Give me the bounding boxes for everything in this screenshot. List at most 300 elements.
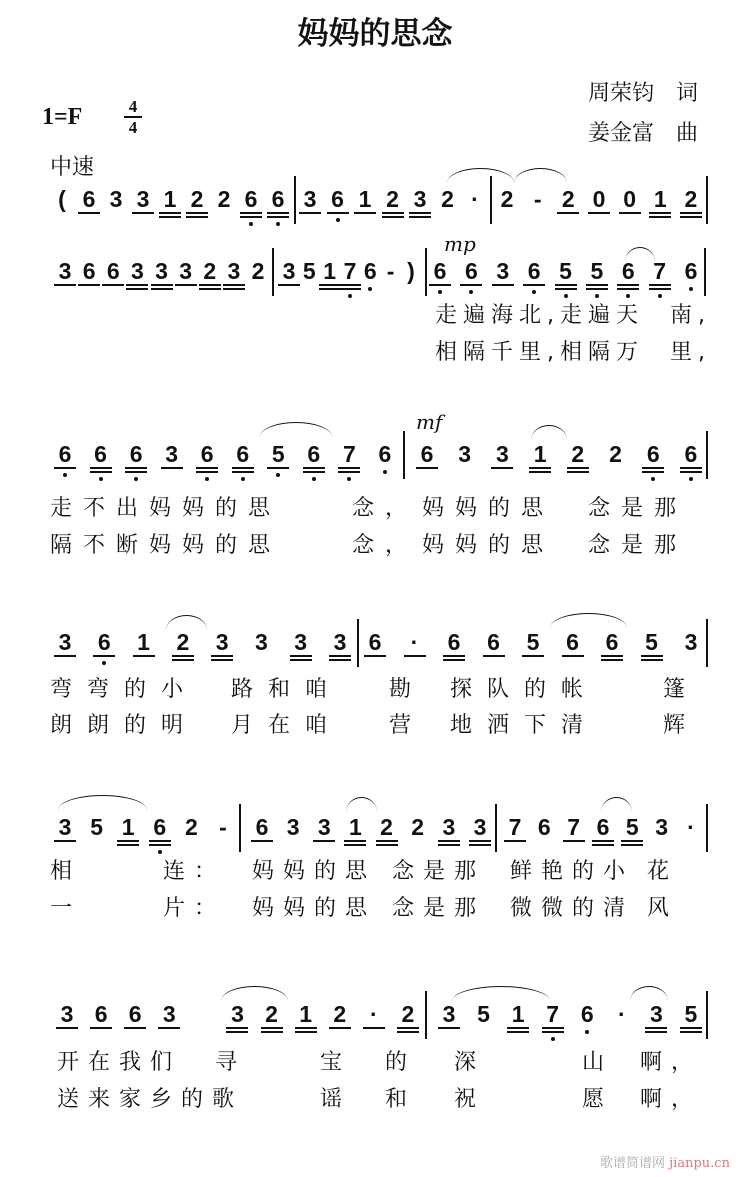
barline (425, 248, 427, 296)
note-digit: 2 (411, 814, 425, 840)
note-digit: - (219, 814, 227, 840)
note (244, 186, 258, 230)
measure (255, 814, 487, 858)
note-digit: 3 (649, 1001, 663, 1027)
low-octave-dot (689, 477, 693, 481)
lyric-segment: 弯弯的小 (50, 677, 199, 702)
lyric-segment: 走遍海北,走遍天 (435, 303, 644, 328)
underline (364, 655, 386, 657)
underline (523, 284, 545, 286)
note (621, 258, 635, 302)
note (464, 258, 478, 302)
note (97, 629, 111, 673)
note (580, 1001, 594, 1045)
note-digit: 5 (271, 441, 285, 467)
lyric-segment: 念是那 (392, 859, 486, 884)
note-digit: 3 (458, 441, 472, 467)
underline (645, 1031, 667, 1033)
note-digit: 1 (137, 629, 150, 655)
barline (495, 804, 497, 852)
note (331, 186, 345, 230)
measure (368, 629, 698, 673)
note-digit: 6 (97, 629, 111, 655)
low-octave-dot (626, 294, 630, 298)
note (94, 1001, 108, 1045)
underline (621, 840, 643, 842)
note (561, 186, 575, 230)
lyric-segment: 南, (670, 303, 711, 328)
underline (409, 216, 431, 218)
note (215, 629, 229, 673)
underline (397, 1027, 419, 1029)
underline (267, 212, 289, 214)
note-digit: 0 (623, 186, 637, 212)
note-digit: 3 (317, 814, 331, 840)
lyric-segment: 啊， (640, 1050, 703, 1075)
underline (649, 288, 671, 290)
note-digit: · (471, 186, 479, 212)
note-digit: 7 (567, 814, 581, 840)
note-digit: 2 (190, 186, 204, 212)
note-digit: 5 (590, 258, 604, 284)
note (596, 814, 610, 858)
note (609, 441, 623, 485)
dash (384, 258, 398, 302)
lyric-segment: 隔不断妈妈的思 (50, 533, 282, 558)
note (155, 258, 169, 302)
note-digit: 5 (90, 814, 103, 840)
dynamic-mf: mf (416, 410, 443, 434)
lyric-segment: 念是那 (588, 533, 688, 558)
note-digit: 6 (684, 441, 698, 467)
lyric-segment: 的 (385, 1050, 417, 1075)
note-digit: 5 (526, 629, 540, 655)
underline (586, 284, 608, 286)
note-digit: ( (58, 186, 66, 212)
note-digit: 6 (106, 258, 120, 284)
watermark (600, 1152, 730, 1171)
note-digit: 3 (130, 258, 144, 284)
lyric-segment: 朗朗的明 (50, 713, 199, 738)
note (447, 629, 461, 673)
note-digit: 6 (331, 186, 344, 212)
underline (588, 212, 610, 214)
note (458, 441, 472, 485)
note (265, 1001, 279, 1045)
underline (199, 288, 221, 290)
note-digit: 2 (609, 441, 622, 467)
note-digit: 2 (401, 1001, 415, 1027)
measure (58, 814, 230, 858)
lyric-segment: 月在咱 (231, 713, 343, 738)
note (500, 186, 514, 230)
note (106, 258, 120, 302)
note (684, 629, 698, 673)
low-octave-dot (205, 477, 209, 481)
underline (354, 212, 376, 214)
underline (159, 212, 181, 214)
slur-arc (531, 425, 567, 440)
lyric-segment: 深 (454, 1050, 486, 1075)
note (380, 814, 394, 858)
underline (93, 655, 115, 657)
note-digit: 3 (294, 629, 308, 655)
note-digit: 5 (625, 814, 639, 840)
barline (490, 176, 492, 224)
song-title: 妈妈的思念 (297, 16, 453, 52)
underline (211, 655, 233, 657)
note-digit: 3 (165, 441, 179, 467)
underline (429, 284, 451, 286)
note-digit: 2 (184, 814, 198, 840)
underline (563, 840, 585, 842)
underline (649, 216, 671, 218)
note (605, 629, 619, 673)
note (533, 441, 547, 485)
barline (403, 431, 405, 479)
underline (555, 288, 577, 290)
note-digit: 1 (121, 814, 135, 840)
note-digit: 6 (255, 814, 269, 840)
underline (680, 467, 702, 469)
note-digit: 2 (561, 186, 575, 212)
lyricist-credit: 周荣钧 词 (588, 81, 699, 106)
lyric-segment: 和 (385, 1087, 417, 1112)
low-octave-dot (438, 290, 442, 294)
underline (376, 840, 398, 842)
note-digit: 7 (343, 258, 357, 284)
note-digit: 3 (442, 1001, 456, 1027)
note (179, 258, 193, 302)
note (130, 258, 144, 302)
note-digit: 3 (136, 186, 150, 212)
underline (90, 467, 112, 469)
slur-arc (452, 986, 550, 1001)
note (348, 814, 362, 858)
note (162, 1001, 176, 1045)
lyric-segment: 勘 (389, 677, 427, 702)
underline (54, 840, 76, 842)
note-digit: 7 (508, 814, 522, 840)
lyric-segment: 里, (670, 340, 711, 365)
note (413, 186, 427, 230)
dash (216, 814, 230, 858)
note (90, 814, 104, 858)
note-digit: 6 (58, 441, 72, 467)
barline (272, 248, 274, 296)
underline (586, 288, 608, 290)
underline (54, 467, 76, 469)
note-digit: 3 (109, 186, 123, 212)
low-octave-dot (312, 477, 316, 481)
note (317, 814, 331, 858)
note-digit: 2 (684, 186, 698, 212)
lyric-segment: 微微的清 (510, 896, 635, 921)
lyric-segment: 祝 (454, 1087, 486, 1112)
underline (443, 655, 465, 657)
key-signature: 1=F (42, 104, 83, 130)
note (343, 258, 357, 302)
note-digit: 6 (420, 441, 434, 467)
lyric-segment: 花 (647, 859, 679, 884)
note (303, 186, 317, 230)
note-digit: 6 (580, 1001, 594, 1027)
note (190, 186, 204, 230)
note (495, 441, 509, 485)
underline (443, 659, 465, 661)
note-digit: 7 (653, 258, 667, 284)
low-octave-dot (564, 294, 568, 298)
measure (508, 814, 698, 858)
underline (338, 467, 360, 469)
underline (567, 471, 589, 473)
low-octave-dot (347, 477, 351, 481)
composer-credit: 姜金富 曲 (588, 121, 699, 146)
note-digit: 6 (646, 441, 660, 467)
underline (158, 1027, 180, 1029)
note (60, 1001, 74, 1045)
augmentation-dot (684, 814, 698, 858)
note (58, 441, 72, 485)
low-octave-dot (249, 222, 253, 226)
underline (303, 471, 325, 473)
lyric-segment: 营 (389, 713, 427, 738)
watermark-site: 歌谱简谱网 (600, 1156, 666, 1171)
note-digit: 3 (282, 258, 296, 284)
note-digit: 3 (60, 1001, 74, 1027)
note (433, 258, 447, 302)
note-digit: 5 (477, 1001, 490, 1027)
note (165, 441, 179, 485)
underline (186, 216, 208, 218)
note-digit: 7 (342, 441, 356, 467)
slur-arc (514, 168, 567, 183)
note-digit: 6 (129, 441, 143, 467)
underline (125, 467, 147, 469)
underline (404, 655, 426, 657)
note-digit: 6 (271, 186, 285, 212)
watermark-domain: jianpu.cn (669, 1156, 730, 1171)
note (128, 1001, 142, 1045)
underline (54, 284, 76, 286)
underline (567, 467, 589, 469)
underline (151, 284, 173, 286)
lyric-segment: 山 (582, 1050, 614, 1075)
lyric-segment: 妈妈的思 (422, 533, 555, 558)
underline (649, 284, 671, 286)
lyric-segment: 念， (352, 496, 419, 521)
underline (680, 471, 702, 473)
measure (282, 258, 418, 302)
underline (641, 655, 663, 657)
underline (196, 471, 218, 473)
low-octave-dot (658, 294, 662, 298)
barline (706, 991, 708, 1039)
note-digit: 3 (58, 814, 72, 840)
note-digit: 1 (511, 1001, 525, 1027)
underline (319, 288, 341, 290)
note-digit: 3 (473, 814, 487, 840)
slur-arc (346, 797, 377, 812)
underline (483, 655, 505, 657)
low-octave-dot (551, 1037, 555, 1041)
barline (704, 248, 706, 296)
underline (601, 659, 623, 661)
underline (267, 467, 289, 469)
measure (60, 1001, 415, 1045)
underline (232, 467, 254, 469)
note (592, 186, 606, 230)
note (404, 258, 418, 302)
note (254, 629, 268, 673)
underline (159, 216, 181, 218)
note (255, 814, 269, 858)
underline (592, 844, 614, 846)
note (511, 1001, 525, 1045)
note-digit: 6 (487, 629, 500, 655)
note (236, 441, 250, 485)
underline (680, 1027, 702, 1029)
underline (290, 655, 312, 657)
underline (492, 284, 514, 286)
note-digit: · (687, 814, 695, 840)
underline (680, 1031, 702, 1033)
note-digit: 6 (307, 441, 321, 467)
barline (357, 619, 359, 667)
note (567, 814, 581, 858)
note (653, 186, 667, 230)
dash (531, 186, 545, 230)
note-digit: 3 (215, 629, 229, 655)
note-digit: 1 (653, 186, 667, 212)
underline (339, 284, 361, 286)
underline (617, 288, 639, 290)
underline (641, 659, 663, 661)
measure (433, 258, 698, 302)
lyric-segment: 念， (352, 533, 419, 558)
note-digit: 3 (58, 258, 72, 284)
lyric-segment: 相隔千里,相隔万 (435, 340, 644, 365)
note-digit: 6 (378, 441, 392, 467)
note (286, 814, 300, 858)
underline (645, 1027, 667, 1029)
note-digit: 6 (684, 258, 698, 284)
note-digit: 1 (349, 814, 362, 840)
lyric-segment: 愿 (582, 1087, 614, 1112)
lyric-segment: 送来家乡的歌 (57, 1087, 244, 1112)
note-digit: · (410, 629, 419, 655)
lyric-segment: 地洒下清 (450, 713, 599, 738)
underline (460, 284, 482, 286)
note (196, 1001, 210, 1045)
measure (303, 186, 482, 230)
note-digit: 6 (244, 186, 258, 212)
note-digit: 6 (363, 258, 377, 284)
note (200, 441, 214, 485)
note (411, 814, 425, 858)
underline (149, 844, 171, 846)
note-digit: 3 (413, 186, 427, 212)
low-octave-dot (134, 477, 138, 481)
time-signature-bottom: 4 (128, 117, 138, 137)
note-digit: 6 (94, 441, 107, 467)
underline (621, 844, 643, 846)
note-digit: · (617, 1001, 626, 1027)
lyric-segment: 连： (163, 859, 226, 884)
low-octave-dot (63, 473, 67, 477)
underline (319, 284, 341, 286)
low-octave-dot (241, 477, 245, 481)
low-octave-dot (348, 294, 352, 298)
note (546, 1001, 560, 1045)
note-digit: 3 (496, 441, 509, 467)
note-digit: 2 (203, 258, 217, 284)
underline (339, 288, 361, 290)
note (82, 186, 96, 230)
lyric-segment: 风 (647, 896, 679, 921)
underline (303, 467, 325, 469)
low-octave-dot (158, 850, 162, 854)
low-octave-dot (276, 222, 280, 226)
underline (680, 212, 702, 214)
note (590, 258, 604, 302)
note (363, 258, 377, 302)
underline (601, 655, 623, 657)
underline (175, 284, 197, 286)
underline (438, 840, 460, 842)
underline (125, 471, 147, 473)
low-octave-dot (585, 1030, 589, 1034)
lyric-segment: 妈妈的思 (252, 896, 377, 921)
note (271, 186, 285, 230)
note-digit: 6 (596, 814, 610, 840)
measure (500, 186, 698, 230)
underline (555, 284, 577, 286)
note (496, 258, 510, 302)
underline (90, 1027, 112, 1029)
lyric-segment: 路和咱 (231, 677, 343, 702)
underline (329, 659, 351, 661)
underline (295, 1027, 317, 1029)
low-octave-dot (368, 287, 372, 291)
underline (261, 1031, 283, 1033)
note-digit: 3 (684, 629, 698, 655)
note (302, 258, 316, 302)
note (58, 814, 72, 858)
note (653, 258, 667, 302)
underline (196, 467, 218, 469)
augmentation-dot (367, 1001, 381, 1045)
underline (507, 1031, 529, 1033)
underline (344, 840, 366, 842)
note-digit: 1 (299, 1001, 313, 1027)
barline (706, 176, 708, 224)
slur-arc (166, 615, 207, 630)
slur-arc (221, 986, 288, 1001)
note-digit: 5 (302, 258, 316, 284)
underline (78, 212, 100, 214)
note (378, 441, 392, 485)
note (559, 258, 573, 302)
note (625, 814, 639, 858)
note (251, 258, 265, 302)
note (526, 629, 540, 673)
barline (706, 431, 708, 479)
low-octave-dot (102, 661, 106, 665)
note (623, 186, 637, 230)
note-digit: 7 (546, 1001, 560, 1027)
note-digit: 6 (566, 629, 579, 655)
